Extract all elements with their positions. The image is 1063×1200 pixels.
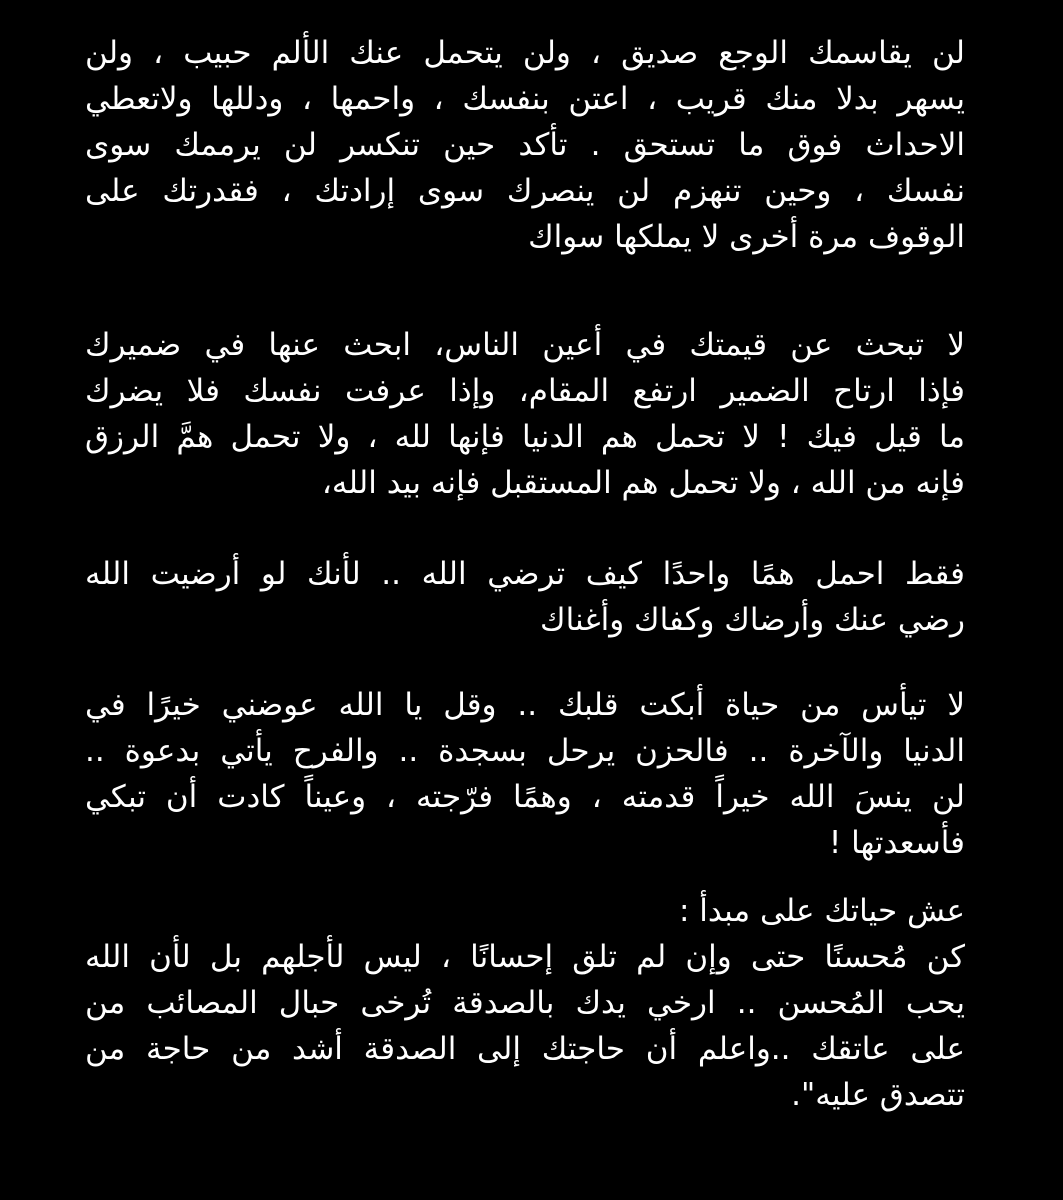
text-line: لن ينسَ الله خيراً قدمته ، وهمًا فرّجته ، وعيناً كادت أن تبكي	[85, 779, 965, 815]
text-line: كن مُحسنًا حتى وإن لم تلق إحسانًا ، ليس لأجلهم بل لأن الله	[85, 939, 965, 975]
text-line: نفسك ، وحين تنهزم لن ينصرك سوى إرادتك ، فقدرتك على	[85, 173, 965, 209]
text-line: فقط احمل همًا واحدًا كيف ترضي الله .. لأنك لو أرضيت الله	[85, 556, 965, 592]
text-line: فإنه من الله ، ولا تحمل هم المستقبل فإنه بيد الله،	[321, 465, 965, 501]
paragraph-2	[85, 322, 965, 506]
paragraph-4	[85, 682, 965, 866]
text-line: فإذا ارتاح الضمير ارتفع المقام، وإذا عرفت نفسك فلا يضرك	[85, 373, 965, 409]
text-line: ما قيل فيك ! لا تحمل هم الدنيا فإنها لله ، ولا تحمل همَّ الرزق	[85, 419, 965, 455]
paragraph-5	[85, 888, 965, 1118]
text-line: عش حياتك على مبدأ :	[678, 893, 965, 929]
text-line: الوقوف مرة أخرى لا يملكها سواك	[528, 219, 965, 255]
text-line: لن يقاسمك الوجع صديق ، ولن يتحمل عنك الألم حبيب ، ولن	[85, 35, 965, 71]
text-line: يسهر بدلا منك قريب ، اعتن بنفسك ، واحمها ، ودللها ولاتعطي	[85, 81, 965, 117]
paragraph-3	[85, 551, 965, 643]
text-line: الاحداث فوق ما تستحق . تأكد حين تنكسر لن يرممك سوى	[85, 127, 965, 163]
text-line: الدنيا والآخرة .. فالحزن يرحل بسجدة .. والفرح يأتي بدعوة ..	[85, 733, 965, 769]
text-line: يحب المُحسن .. ارخي يدك بالصدقة تُرخى حبال المصائب من	[85, 985, 965, 1021]
paragraph-1	[85, 30, 965, 260]
text-line: لا تيأس من حياة أبكت قلبك .. وقل يا الله عوضني خيرًا في	[85, 687, 965, 723]
text-line: رضي عنك وأرضاك وكفاك وأغناك	[540, 602, 965, 638]
text-line: فأسعدتها !	[828, 825, 965, 861]
text-line: لا تبحث عن قيمتك في أعين الناس، ابحث عنها في ضميرك	[85, 327, 965, 363]
text-line: على عاتقك ..واعلم أن حاجتك إلى الصدقة أشد من حاجة من	[85, 1031, 965, 1067]
text-line: تتصدق عليه".	[791, 1077, 965, 1113]
